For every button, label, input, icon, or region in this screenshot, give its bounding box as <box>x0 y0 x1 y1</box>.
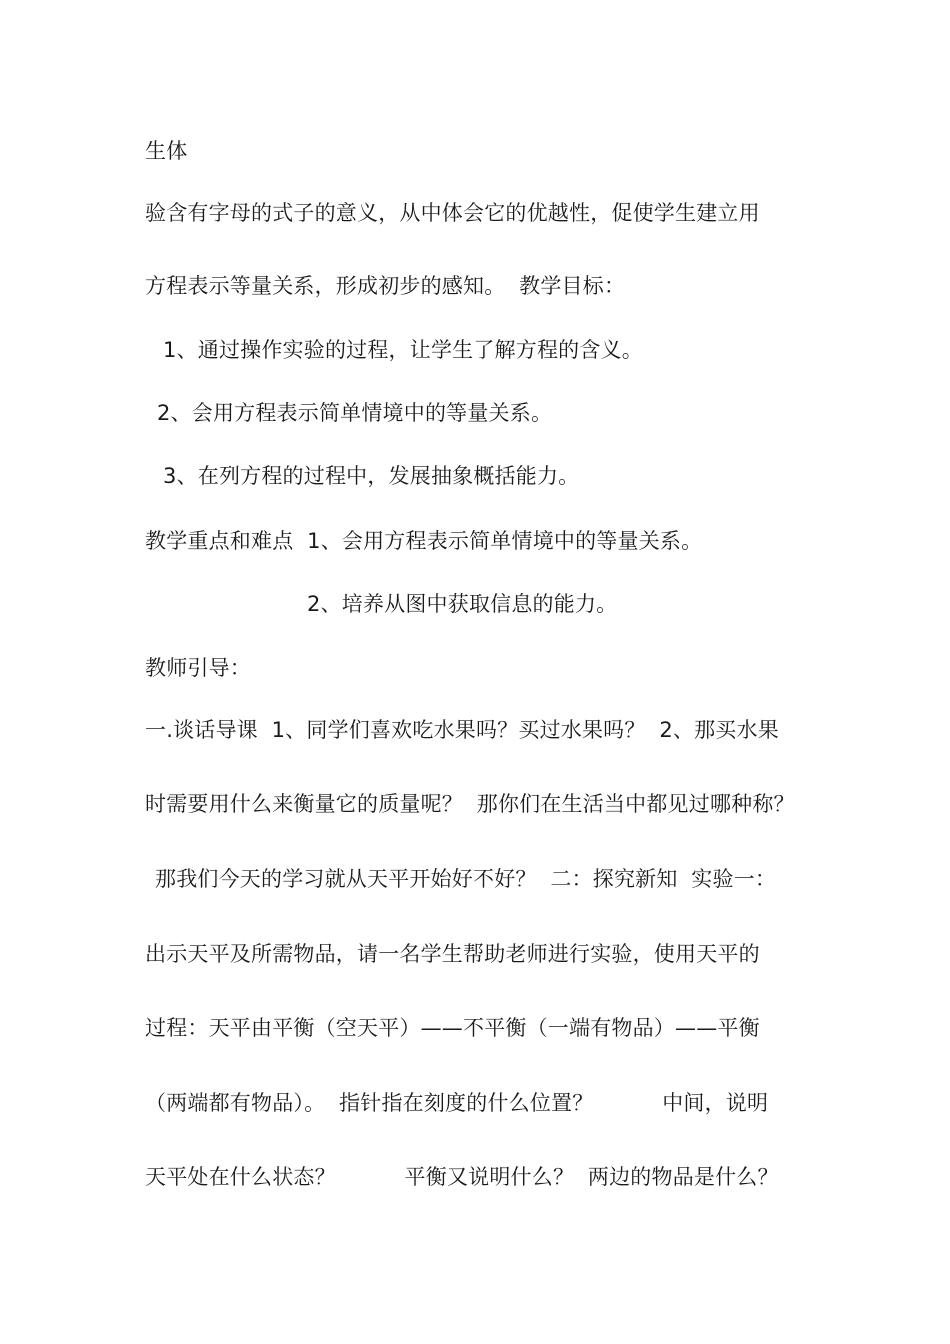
key-points-line: 2、培养从图中获取信息的能力。 <box>307 592 618 616</box>
text-line: （两端都有物品）。 指针指在刻度的什么位置？ 中间，说明 <box>145 1091 769 1115</box>
text-line: 验含有字母的式子的意义，从中体会它的优越性，促使学生建立用 <box>145 201 760 225</box>
text-line: 过程：天平由平衡（空天平）——不平衡（一端有物品）——平衡 <box>145 1016 760 1040</box>
text-line: 时需要用什么来衡量它的质量呢？ 那你们在生活当中都见过哪种称？ <box>145 792 795 816</box>
objective-item: 1、通过操作实验的过程，让学生了解方程的含义。 <box>163 338 643 362</box>
text-line: 那我们今天的学习就从天平开始好不好？ 二：探究新知 实验一： <box>155 867 777 891</box>
text-line: 方程表示等量关系，形成初步的感知。 教学目标： <box>145 274 626 298</box>
text-line: 出示天平及所需物品，请一名学生帮助老师进行实验，使用天平的 <box>145 942 760 966</box>
objective-item: 3、在列方程的过程中，发展抽象概括能力。 <box>163 464 580 488</box>
section-heading: 教师引导： <box>145 656 251 680</box>
key-points-line: 教学重点和难点 1、会用方程表示简单情境中的等量关系。 <box>145 529 703 553</box>
objective-item: 2、会用方程表示简单情境中的等量关系。 <box>157 401 553 425</box>
text-line: 一.谈话导课 1、同学们喜欢吃水果吗？买过水果吗？ 2、那买水果 <box>145 718 779 742</box>
text-line: 生体 <box>145 139 188 163</box>
text-line: 天平处在什么状态？ 平衡又说明什么？ 两边的物品是什么？ <box>145 1165 779 1189</box>
